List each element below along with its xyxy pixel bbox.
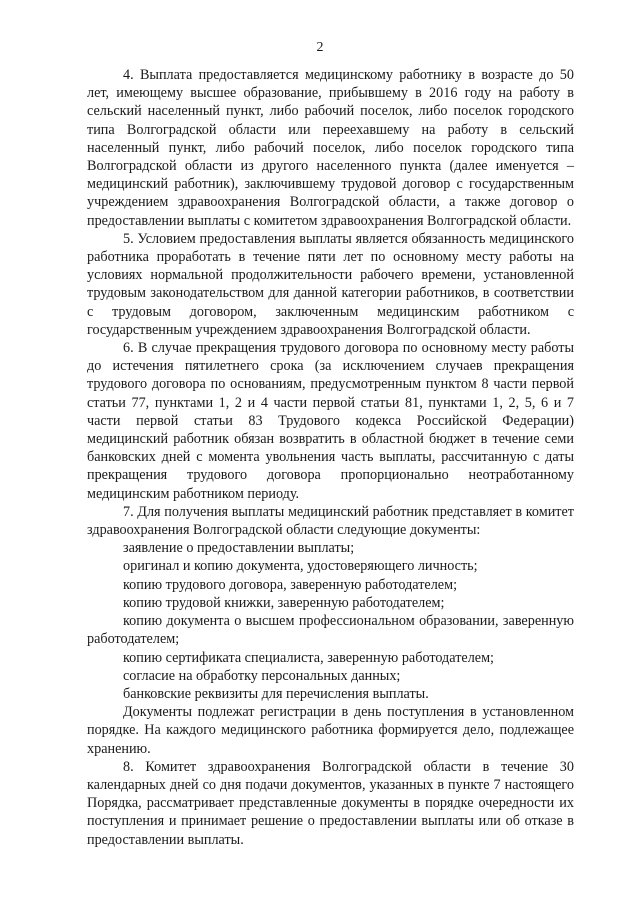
- paragraph-7: 7. Для получения выплаты медицинский работник представляет в комитет здравоохранения Волгоградской области следующие документы:: [87, 503, 574, 539]
- list-item: оригинал и копию документа, удостоверяющего личность;: [123, 558, 478, 575]
- registration-paragraph: Документы подлежат регистрации в день поступления в установленном порядке. На каждого медицинского работника формируется дело, подлежащее хранению.: [87, 704, 574, 757]
- list-item: банковские реквизиты для перечисления выплаты.: [123, 685, 429, 702]
- page-number: 2: [316, 40, 324, 55]
- paragraph-4: 4. Выплата предоставляется медицинскому работнику в возрасте до 50 лет, имеющему высшее образование, прибывшему в 2016 году на работу в сельский населенный пункт, либо рабочий поселок, либо поселок городского типа Волгоградской области или переехавшему на работу в сельский населенный пункт, либо рабочий поселок, либо поселок городского типа Волгоградской области из другого населенного пункта (далее именуется – медицинский работник), заключившему трудовой договор с государственным учреждением здравоохранения Волгоградской области, а также договор о предоставлении выплаты с комитетом здравоохранения Волгоградской области.: [87, 67, 574, 229]
- paragraph-8: 8. Комитет здравоохранения Волгоградской области в течение 30 календарных дней со дня подачи документов, указанных в пункте 7 настоящего Порядка, рассматривает представленные документы в порядке очередности их поступления и принимает решение о предоставлении выплаты или об отказе в предоставлении выплаты.: [87, 758, 574, 848]
- paragraph-5: 5. Условием предоставления выплаты является обязанность медицинского работника проработать в течение пяти лет по основному месту работы на условиях нормальной продолжительности рабочего времени, установленной трудовым законодательством для данной категории работников, в соответствии с трудовым договором, заключенным медицинским работником с государственным учреждением здравоохранения Волгоградской области.: [87, 230, 574, 338]
- paragraph-6: 6. В случае прекращения трудового договора по основному месту работы до истечения пятилетнего срока (за исключением случаев прекращения трудового договора по основаниям, предусмотренным пунктом 8 части первой статьи 77, пунктами 1, 2 и 4 части первой статьи 81, пунктами 1, 2, 5, 6 и 7 части первой статьи 83 Трудового кодекса Российской Федерации) медицинский работник обязан возвратить в областной бюджет в течение семи банковских дней с момента увольнения часть выплаты, рассчитанную с даты прекращения трудового договора пропорционально неотработанному медицинским работником периоду.: [87, 340, 574, 502]
- document-body: [87, 66, 574, 849]
- list-item: копию трудовой книжки, заверенную работодателем;: [123, 594, 445, 611]
- list-item: копию трудового договора, заверенную работодателем;: [123, 576, 458, 593]
- list-item: копию сертификата специалиста, заверенную работодателем;: [123, 649, 494, 666]
- documents-list: [87, 539, 574, 703]
- list-item: заявление о предоставлении выплаты;: [123, 540, 355, 557]
- list-item: копию документа о высшем профессиональном образовании, заверенную работодателем;: [87, 613, 574, 648]
- list-item: согласие на обработку персональных данных;: [123, 667, 401, 684]
